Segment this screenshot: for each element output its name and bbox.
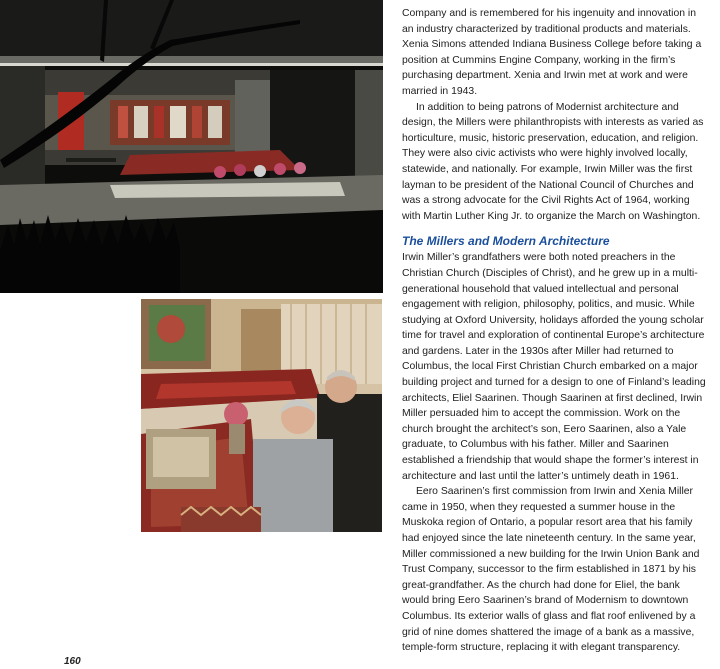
article-paragraph: In addition to being patrons of Modernist architecture and design, the Millers were philanthropists with interests as varied as horticulture, music, historic preservation, education, and religion. They were also civic activists who were highly involved locally, statewide, and nationally. For example, Irwin Miller was the first layman to be president of the National Council of Churches and was a strong advocate for the Civil Rights Act of 1964, working with Martin Luther King Jr. to organize the March on Washington.	[402, 101, 704, 222]
page-number: 160	[64, 656, 81, 667]
article-paragraph: Eero Saarinen’s first commission from Irwin and Xenia Miller came in 1950, when they requested a summer house in the Muskoka region of Ontario, a popular resort area that his family had enjoyed since the late nineteenth century. In the same year, Miller commissioned a new building for the Irwin Union Bank and Trust Company, successor to the firm established in 1871 by his great-grandfather. As the church had done for Eliel, the bank would bring Eero Saarinen’s brand of Modernism to downtown Columbus. Its exterior walls of glass and flat roof enlivened by a grid of nine domes shattered the image of a bank as a massive, temple-form structure, replacing it with elegant transparency.	[402, 486, 700, 654]
portrait-photo-image	[141, 299, 382, 532]
interior-photo-image	[0, 0, 383, 293]
portrait-photo	[141, 299, 382, 532]
interior-photo	[0, 0, 383, 293]
section-heading: The Millers and Modern Architecture	[402, 234, 610, 249]
article-paragraph: Irwin Miller’s grandfathers were both noted preachers in the Christian Church (Disciples of Christ), and he grew up in a multi-generational household that valued intellectual and personal engagement with religion, philosophy, politics, and music. While studying at Oxford University, holidays afforded the young scholar time for travel and exploration of continental Europe’s architecture and gardens. Later in the 1930s after Miller had returned to Columbus, the local First Christian Church embarked on a major building project and turned for a design to one of Finland’s leading architects, Eliel Saarinen. Though Saarinen at first declined, Irwin Miller persuaded him to accept the commission. Work on the church brought the architect’s son, Eero Saarinen, also a Yale graduate, to Columbus with his father. Miller and Saarinen established a friendship that would shape the former’s interest in architecture and last until the latter’s untimely death in 1961.	[402, 252, 706, 482]
article-column	[402, 6, 709, 656]
article-paragraph: Company and is remembered for his ingenuity and innovation in an industry characterized by traditional products and materials. Xenia Simons attended Indiana Business College before taking a position at Cummins Engine Company, working in the firm’s purchasing department. Xenia and Irwin met at work and were married in 1943.	[402, 8, 702, 97]
